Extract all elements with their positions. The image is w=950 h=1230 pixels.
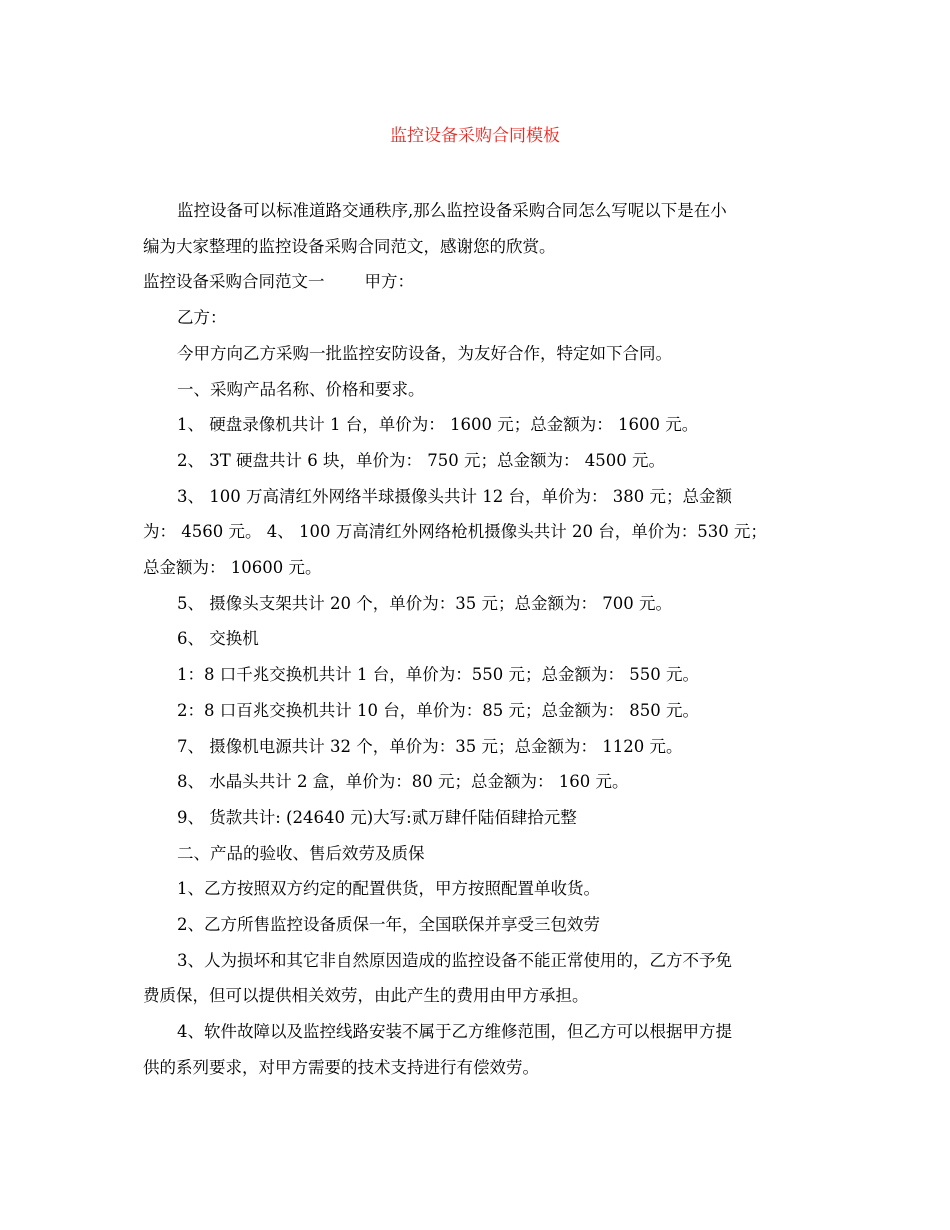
document-title: 监控设备采购合同模板	[390, 126, 560, 146]
intro-line: 编为大家整理的监控设备采购合同范文，感谢您的欣赏。	[143, 236, 556, 256]
clause: 3、人为损坏和其它非自然原因造成的监控设备不能正常使用的，乙方不予免	[177, 950, 732, 970]
preamble: 今甲方向乙方采购一批监控安防设备，为友好合作，特定如下合同。	[177, 343, 672, 363]
sample-heading: 监控设备采购合同范文一	[143, 272, 325, 292]
list-item: 2、 3T 硬盘共计 6 块，单价为： 750 元；总金额为： 4500 元。	[177, 450, 665, 470]
list-item: 6、 交换机	[177, 629, 259, 649]
list-item-continuation: 总金额为： 10600 元。	[143, 558, 322, 578]
list-item: 7、 摄像机电源共计 32 个，单价为：35 元；总金额为： 1120 元。	[177, 736, 683, 756]
list-item: 5、 摄像头支架共计 20 个，单价为：35 元；总金额为： 700 元。	[177, 593, 672, 613]
party-a-label: 甲方：	[364, 272, 414, 292]
list-item: 8、 水晶头共计 2 盒，单价为：80 元；总金额为： 160 元。	[177, 772, 629, 792]
clause-continuation: 供的系列要求，对甲方需要的技术支持进行有偿效劳。	[143, 1057, 539, 1077]
list-item: 1、 硬盘录像机共计 1 台，单价为： 1600 元；总金额为： 1600 元。	[177, 415, 699, 435]
intro-line: 监控设备可以标准道路交通秩序,那么监控设备采购合同怎么写呢以下是在小	[177, 201, 727, 220]
sub-list-item: 1：8 口千兆交换机共计 1 台，单价为：550 元；总金额为： 550 元。	[177, 665, 699, 685]
sample-heading-line	[143, 264, 810, 300]
document-body	[143, 193, 810, 1086]
sub-list-item: 2：8 口百兆交换机共计 10 台，单价为：85 元；总金额为： 850 元。	[177, 700, 699, 720]
list-item-continuation: 为： 4560 元。 4、 100 万高清红外网络枪机摄像头共计 20 台，单价为：530 元；	[143, 522, 767, 542]
clause-continuation: 费质保，但可以提供相关效劳，由此产生的费用由甲方承担。	[143, 986, 589, 1006]
list-item: 3、 100 万高清红外网络半球摄像头共计 12 台，单价为： 380 元；总金额	[177, 486, 732, 506]
section-heading: 一、采购产品名称、价格和要求。	[177, 379, 425, 399]
list-item: 9、 货款共计: (24640 元)大写:贰万肆仟陆佰肆拾元整	[177, 807, 577, 827]
section-heading: 二、产品的验收、售后效劳及质保	[177, 843, 425, 863]
clause: 1、乙方按照双方约定的配置供货，甲方按照配置单收货。	[177, 879, 600, 899]
party-b-label: 乙方：	[177, 308, 227, 328]
clause: 4、软件故障以及监控线路安装不属于乙方维修范围，但乙方可以根据甲方提	[177, 1022, 732, 1042]
clause: 2、乙方所售监控设备质保一年，全国联保并享受三包效劳	[177, 915, 600, 935]
